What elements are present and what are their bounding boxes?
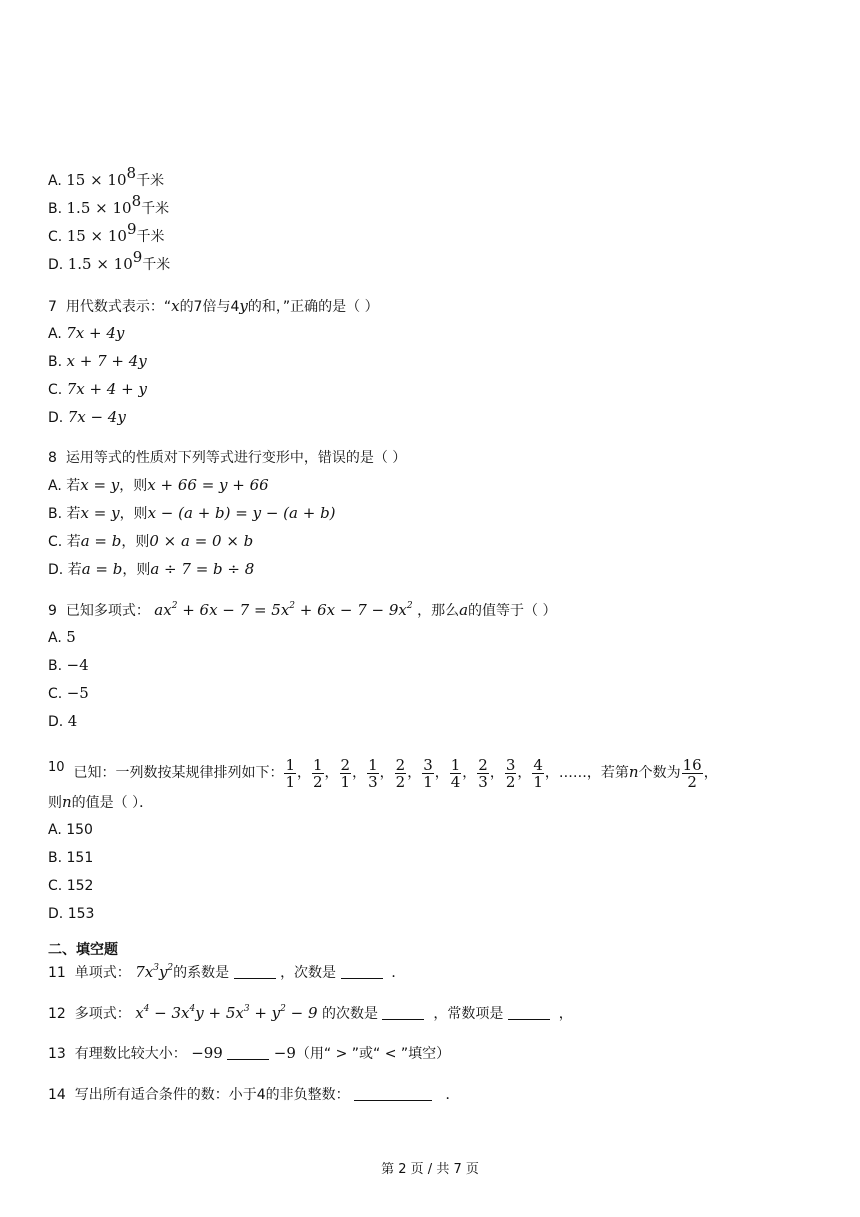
- q9-text-b: ，那么: [417, 603, 460, 619]
- q14-text-a: 写出所有适合条件的数：小于4的非负整数：: [74, 1087, 350, 1103]
- option-value: 4: [67, 712, 78, 730]
- q12-text-d: ，: [558, 1006, 573, 1022]
- option-label: C.: [48, 878, 63, 894]
- q9-option-b: [48, 655, 89, 676]
- question-number: 9: [48, 603, 57, 619]
- section-title: 二、填空题: [48, 942, 118, 958]
- option-label: D.: [48, 562, 64, 578]
- option-label: C.: [48, 382, 63, 398]
- unit: 千米: [142, 257, 171, 273]
- separator: ，: [462, 765, 477, 781]
- option-label: A.: [48, 630, 62, 646]
- coefficient: 15: [66, 227, 86, 245]
- q8-option-d: [48, 559, 254, 580]
- numerator: 1: [285, 755, 295, 774]
- denominator: 4: [450, 772, 461, 791]
- option-value: 151: [66, 850, 94, 866]
- answer-blank[interactable]: [234, 964, 276, 979]
- fraction: [477, 757, 489, 790]
- page-footer: 第 2 页 / 共 7 页: [381, 1162, 479, 1177]
- var-a: a: [459, 601, 469, 619]
- unit: 千米: [141, 201, 170, 217]
- option-cond: a = b: [80, 532, 122, 550]
- option-label: D.: [48, 714, 64, 730]
- denominator: 2: [682, 773, 703, 790]
- q7-text-a: 用代数式表示：“: [65, 299, 172, 315]
- q10-option-a: [48, 820, 93, 840]
- q11-stem: [48, 962, 405, 983]
- fraction: [395, 757, 407, 790]
- q7-option-d: [48, 407, 126, 428]
- q8-stem-text: 运用等式的性质对下列等式进行变形中，错误的是（ ）: [65, 450, 407, 466]
- option-label: B.: [48, 850, 63, 866]
- target-fraction: [682, 757, 703, 790]
- option-result: x − (a + b) = y − (a + b): [147, 504, 336, 522]
- q10-text-c: 个数为: [638, 765, 681, 781]
- question-number: 11: [48, 965, 66, 981]
- option-cond: a = b: [81, 560, 123, 578]
- var-x: x: [171, 297, 180, 315]
- q7-option-c: [48, 379, 147, 400]
- q7-text-c: 的和，”正确的是（ ）: [247, 299, 379, 315]
- option-cond: x = y: [80, 476, 120, 494]
- numerator: 2: [478, 755, 488, 774]
- option-cond: x = y: [80, 504, 120, 522]
- question-number: 7: [48, 299, 57, 315]
- option-value: 5: [66, 628, 76, 646]
- q7-stem: [48, 296, 379, 317]
- separator: ，: [324, 765, 339, 781]
- question-number: 12: [48, 1006, 66, 1022]
- option-label: A.: [48, 173, 62, 189]
- option-if: 若: [66, 506, 81, 522]
- fraction: [367, 757, 379, 790]
- q10-stem: [48, 748, 718, 793]
- q10-text-d: ，: [703, 765, 718, 781]
- denominator: 1: [533, 772, 543, 791]
- numerator: 1: [450, 755, 461, 774]
- option-if: 若: [66, 478, 81, 494]
- option-label: B.: [48, 506, 63, 522]
- q14-text-b: ．: [445, 1087, 460, 1103]
- option-then: ，则: [119, 478, 148, 494]
- coefficient: 1.5: [67, 255, 92, 273]
- q10-stem-line2: [48, 792, 153, 813]
- q12-polynomial: $x^4 - 3x^4y + 5x^3 + y^2 - 9$: [135, 1004, 318, 1022]
- option-result: a ÷ 7 = b ÷ 8: [150, 560, 255, 578]
- option-label: C.: [48, 534, 63, 550]
- q13-right: −9: [273, 1044, 296, 1062]
- q9-stem: [48, 600, 557, 621]
- denominator: 3: [368, 772, 378, 791]
- option-value: −4: [66, 656, 89, 674]
- q9-text-c: 的值等于（ ）: [468, 603, 557, 619]
- exponent: 9: [126, 220, 137, 238]
- coefficient: 15: [66, 171, 86, 189]
- fraction: [505, 757, 517, 790]
- coefficient: 1.5: [66, 199, 91, 217]
- option-value: 152: [66, 878, 94, 894]
- option-label: D.: [48, 257, 64, 273]
- option-expr: 7x + 4 + y: [66, 380, 147, 398]
- q13-stem: [48, 1043, 450, 1064]
- option-then: ，则: [121, 534, 150, 550]
- denominator: 2: [505, 772, 516, 791]
- q11-text-d: ．: [391, 965, 406, 981]
- q12-stem: [48, 1003, 573, 1024]
- denominator: 3: [478, 772, 488, 791]
- denominator: 2: [313, 772, 323, 791]
- answer-blank[interactable]: [382, 1005, 424, 1020]
- q10-option-c: [48, 876, 93, 896]
- q7-option-a: [48, 323, 124, 344]
- q6-option-b: B. $1.5 \times 10^8$千米: [48, 192, 170, 217]
- q10-option-d: [48, 904, 94, 924]
- q11-text-b: 的系数是: [173, 965, 230, 981]
- q7-option-b: [48, 351, 147, 372]
- q9-equation: $ax^2 + 6x - 7 = 5x^2 + 6x - 7 - 9x^2$: [154, 601, 413, 619]
- option-label: D.: [48, 410, 64, 426]
- option-label: C.: [48, 229, 63, 245]
- option-label: D.: [48, 906, 64, 922]
- answer-blank[interactable]: [354, 1086, 432, 1101]
- option-result: x + 66 = y + 66: [147, 476, 269, 494]
- fraction: [284, 757, 296, 790]
- q9-option-a: [48, 627, 76, 648]
- denominator: 2: [395, 772, 406, 791]
- var-n: n: [628, 763, 639, 781]
- option-value: 153: [67, 906, 95, 922]
- option-label: C.: [48, 686, 63, 702]
- option-then: ，则: [119, 506, 148, 522]
- option-label: A.: [48, 822, 62, 838]
- q13-left: −99: [191, 1044, 223, 1062]
- option-expr: 7x − 4y: [67, 408, 126, 426]
- q9-option-c: [48, 683, 89, 704]
- q10-text-a: 已知：一列数按某规律排列如下：: [73, 765, 284, 781]
- option-result: 0 × a = 0 × b: [149, 532, 254, 550]
- fraction: [422, 757, 434, 790]
- option-then: ，则: [122, 562, 151, 578]
- q6-option-c: C. $15 \times 10^9$千米: [48, 220, 165, 245]
- q12-text-a: 多项式：: [74, 1006, 131, 1022]
- answer-blank[interactable]: [227, 1045, 269, 1060]
- option-if: 若: [66, 534, 81, 550]
- numerator: 3: [505, 755, 516, 774]
- q8-option-a: [48, 475, 269, 496]
- numerator: 3: [423, 755, 433, 774]
- fraction: [450, 757, 462, 790]
- q11-text-c: ，次数是: [280, 965, 337, 981]
- option-expr: 7x + 4y: [66, 324, 125, 342]
- option-label: B.: [48, 201, 63, 217]
- q9-text-a: 已知多项式：: [65, 603, 150, 619]
- option-label: B.: [48, 354, 63, 370]
- q13-text-b: （用“ > ”或“ < ”填空）: [295, 1046, 451, 1062]
- q8-stem: [48, 448, 406, 468]
- answer-blank[interactable]: [341, 964, 383, 979]
- fraction: [340, 757, 352, 790]
- unit: 千米: [136, 229, 165, 245]
- separator: ，: [489, 765, 504, 781]
- var-n: n: [62, 793, 72, 811]
- exponent: 8: [126, 164, 137, 182]
- q10-option-b: [48, 848, 93, 868]
- exponent: 8: [131, 192, 142, 210]
- separator: ，: [379, 765, 394, 781]
- fraction: [532, 757, 544, 790]
- option-label: A.: [48, 478, 62, 494]
- separator: ，: [297, 765, 311, 781]
- numerator: 16: [682, 755, 702, 774]
- option-value: 150: [66, 822, 93, 838]
- denominator: 1: [285, 772, 295, 791]
- option-if: 若: [67, 562, 82, 578]
- option-label: A.: [48, 326, 62, 342]
- q9-option-d: [48, 711, 77, 732]
- var-y: y: [239, 297, 248, 315]
- q12-text-b: 的次数是: [322, 1006, 378, 1022]
- option-value: −5: [66, 684, 89, 702]
- denominator: 1: [423, 772, 433, 791]
- denominator: 1: [340, 772, 351, 791]
- numerator: 4: [533, 755, 543, 774]
- q11-monomial: $7x^3y^2$: [135, 963, 174, 981]
- q13-text-a: 有理数比较大小：: [74, 1046, 187, 1062]
- numerator: 1: [313, 755, 323, 774]
- q6-option-a: A. $15 \times 10^8$千米: [48, 164, 165, 189]
- question-number: 13: [48, 1046, 66, 1062]
- q10-line2-a: 则: [48, 795, 62, 811]
- q11-text-a: 单项式：: [74, 965, 131, 981]
- q6-option-d: D. $1.5 \times 10^9$千米: [48, 248, 171, 273]
- q12-text-c: ，常数项是: [433, 1006, 504, 1022]
- exponent: 9: [132, 248, 143, 266]
- question-number: 8: [48, 450, 57, 466]
- separator: ，: [352, 765, 367, 781]
- q8-option-c: [48, 531, 253, 552]
- question-number: 14: [48, 1087, 66, 1103]
- fraction: [312, 757, 324, 790]
- q7-text-b: 的7倍与4: [179, 299, 240, 315]
- option-label: B.: [48, 658, 63, 674]
- q14-stem: [48, 1085, 459, 1105]
- q10-line2-b: 的值是（ ）．: [71, 795, 154, 811]
- separator: ，: [407, 765, 422, 781]
- unit: 千米: [136, 173, 165, 189]
- numerator: 2: [395, 755, 406, 774]
- option-expr: x + 7 + 4y: [66, 352, 147, 370]
- separator: ，: [517, 765, 532, 781]
- q10-text-b: ，……，若第: [544, 765, 629, 781]
- answer-blank[interactable]: [508, 1005, 550, 1020]
- separator: ，: [434, 765, 449, 781]
- question-number: 10: [48, 760, 65, 775]
- q8-option-b: [48, 503, 336, 524]
- numerator: 1: [368, 755, 378, 774]
- numerator: 2: [340, 755, 351, 774]
